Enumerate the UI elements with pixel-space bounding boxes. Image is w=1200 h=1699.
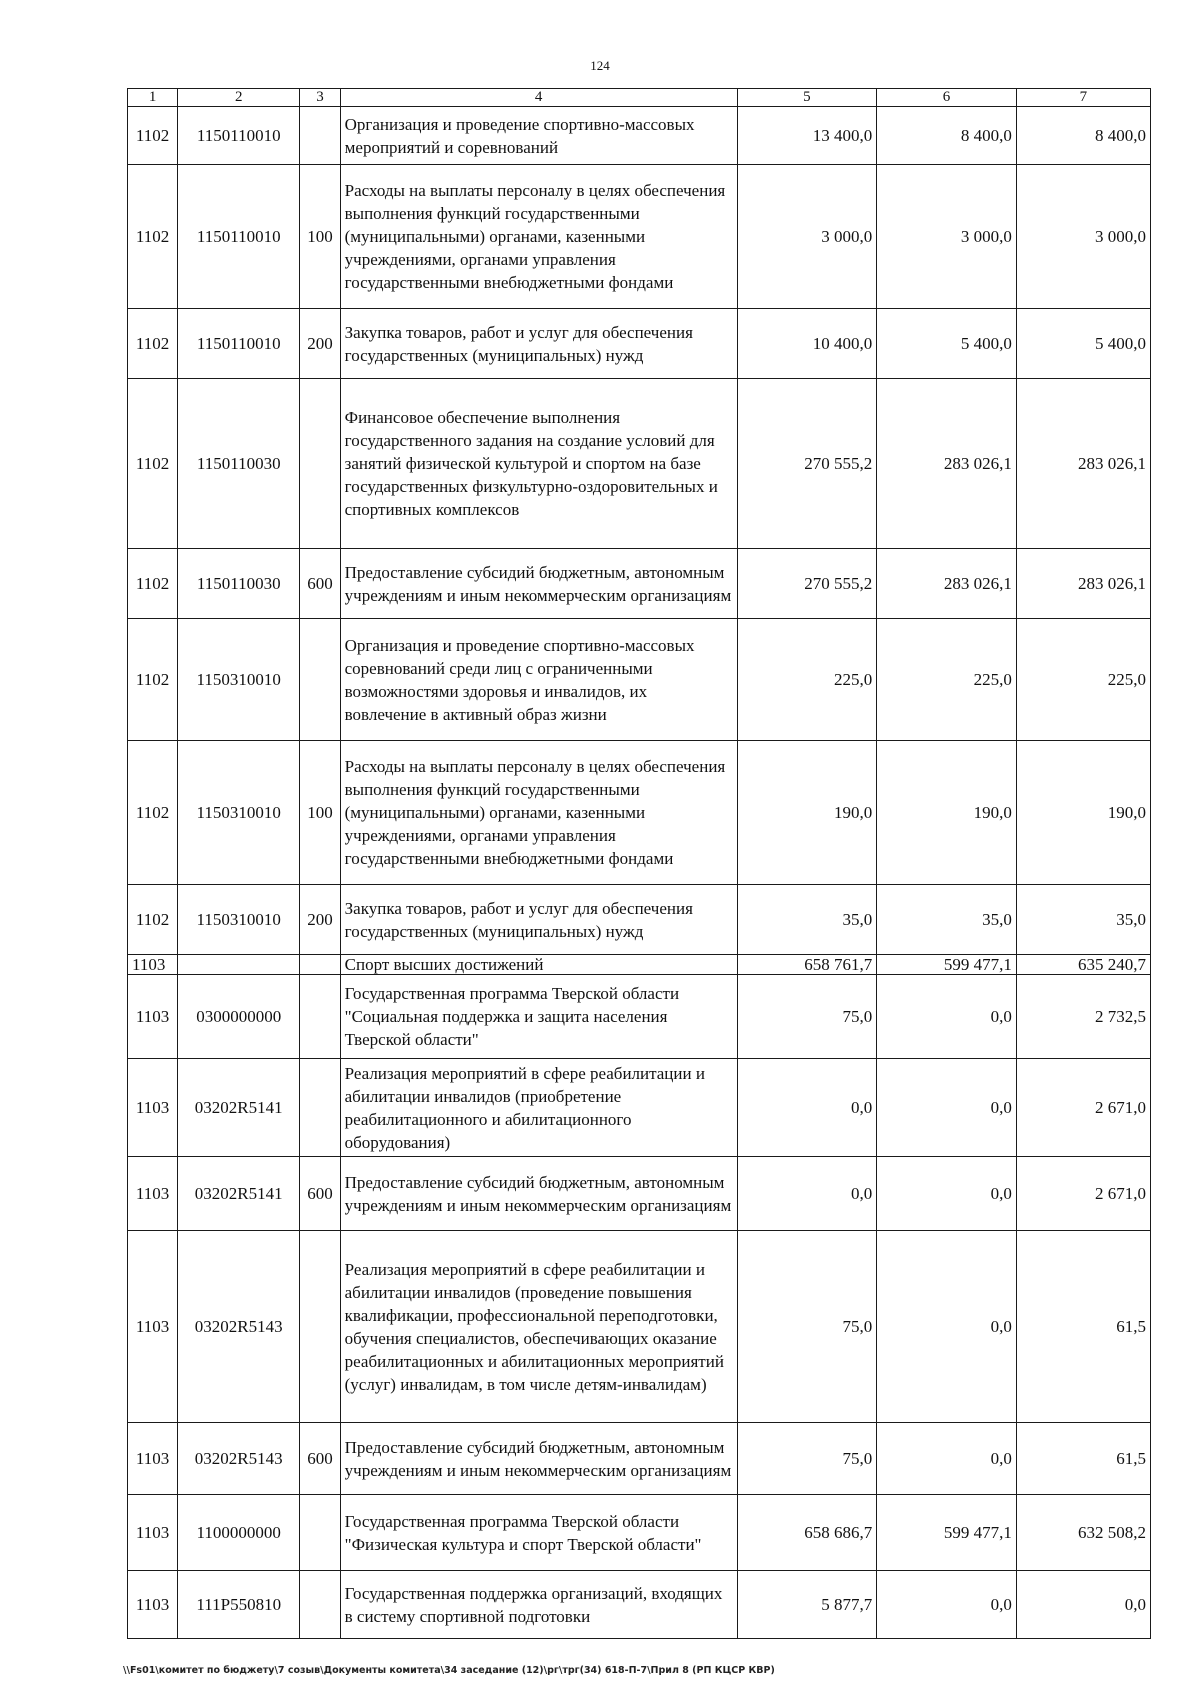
expense-type-cell bbox=[300, 619, 340, 741]
amount-col5-cell: 35,0 bbox=[737, 885, 877, 955]
item-name-cell: Предоставление субсидий бюджетным, автономным учреждениям и иным некоммерческим организациям bbox=[340, 1157, 737, 1231]
target-code-cell: 1150110030 bbox=[178, 379, 300, 549]
amount-col6-cell: 190,0 bbox=[877, 741, 1017, 885]
amount-col5-cell: 225,0 bbox=[737, 619, 877, 741]
table-row bbox=[128, 619, 1151, 741]
section-cell: 1103 bbox=[128, 1571, 178, 1639]
amount-col7-cell: 61,5 bbox=[1016, 1423, 1150, 1495]
amount-col5-cell: 10 400,0 bbox=[737, 309, 877, 379]
section-cell: 1102 bbox=[128, 107, 178, 165]
section-cell: 1102 bbox=[128, 885, 178, 955]
item-name-cell: Реализация мероприятий в сфере реабилитации и абилитации инвалидов (приобретение реабилитационного и абилитационного оборудования) bbox=[340, 1059, 737, 1157]
amount-col6-cell: 5 400,0 bbox=[877, 309, 1017, 379]
amount-col7-cell: 283 026,1 bbox=[1016, 549, 1150, 619]
column-header: 3 bbox=[300, 89, 340, 107]
target-code-cell: 1150110010 bbox=[178, 165, 300, 309]
section-cell: 1102 bbox=[128, 309, 178, 379]
target-code-cell: 1150110010 bbox=[178, 107, 300, 165]
expense-type-cell bbox=[300, 107, 340, 165]
expense-type-cell: 200 bbox=[300, 885, 340, 955]
table-row bbox=[128, 549, 1151, 619]
amount-col7-cell: 5 400,0 bbox=[1016, 309, 1150, 379]
amount-col5-cell: 658 686,7 bbox=[737, 1495, 877, 1571]
expense-type-cell: 600 bbox=[300, 1423, 340, 1495]
amount-col6-cell: 225,0 bbox=[877, 619, 1017, 741]
section-cell: 1102 bbox=[128, 165, 178, 309]
amount-col6-cell: 35,0 bbox=[877, 885, 1017, 955]
column-header: 6 bbox=[877, 89, 1017, 107]
expense-type-cell: 200 bbox=[300, 309, 340, 379]
target-code-cell: 1150310010 bbox=[178, 741, 300, 885]
item-name-cell: Расходы на выплаты персоналу в целях обеспечения выполнения функций государственными (муниципальными) органами, казенными учреждениями, органами управления государственными внебюджетными фондами bbox=[340, 165, 737, 309]
amount-col5-cell: 270 555,2 bbox=[737, 549, 877, 619]
target-code-cell: 03202R5141 bbox=[178, 1157, 300, 1231]
item-name-cell: Предоставление субсидий бюджетным, автономным учреждениям и иным некоммерческим организациям bbox=[340, 549, 737, 619]
amount-col7-cell: 283 026,1 bbox=[1016, 379, 1150, 549]
column-header: 2 bbox=[178, 89, 300, 107]
amount-col7-cell: 2 671,0 bbox=[1016, 1059, 1150, 1157]
target-code-cell: 111P550810 bbox=[178, 1571, 300, 1639]
expense-type-cell bbox=[300, 379, 340, 549]
amount-col6-cell: 0,0 bbox=[877, 1571, 1017, 1639]
item-name-cell: Закупка товаров, работ и услуг для обеспечения государственных (муниципальных) нужд bbox=[340, 885, 737, 955]
item-name-cell: Организация и проведение спортивно-массовых мероприятий и соревнований bbox=[340, 107, 737, 165]
amount-col7-cell: 8 400,0 bbox=[1016, 107, 1150, 165]
expense-type-cell bbox=[300, 1231, 340, 1423]
amount-col6-cell: 3 000,0 bbox=[877, 165, 1017, 309]
section-cell: 1103 bbox=[128, 1157, 178, 1231]
table-row bbox=[128, 107, 1151, 165]
item-name-cell: Государственная программа Тверской области "Физическая культура и спорт Тверской области" bbox=[340, 1495, 737, 1571]
target-code-cell: 1150110030 bbox=[178, 549, 300, 619]
expense-type-cell bbox=[300, 1495, 340, 1571]
amount-col5-cell: 0,0 bbox=[737, 1157, 877, 1231]
amount-col5-cell: 270 555,2 bbox=[737, 379, 877, 549]
item-name-cell: Спорт высших достижений bbox=[340, 955, 737, 975]
target-code-cell: 0300000000 bbox=[178, 975, 300, 1059]
section-cell: 1103 bbox=[128, 1059, 178, 1157]
expense-type-cell: 100 bbox=[300, 165, 340, 309]
table-row bbox=[128, 379, 1151, 549]
amount-col6-cell: 599 477,1 bbox=[877, 955, 1017, 975]
section-cell: 1102 bbox=[128, 619, 178, 741]
table-row bbox=[128, 1059, 1151, 1157]
amount-col5-cell: 75,0 bbox=[737, 1231, 877, 1423]
column-header: 1 bbox=[128, 89, 178, 107]
amount-col6-cell: 0,0 bbox=[877, 1059, 1017, 1157]
item-name-cell: Государственная программа Тверской области "Социальная поддержка и защита населения Тверской области" bbox=[340, 975, 737, 1059]
amount-col6-cell: 599 477,1 bbox=[877, 1495, 1017, 1571]
section-cell: 1102 bbox=[128, 379, 178, 549]
table-row bbox=[128, 1495, 1151, 1571]
amount-col7-cell: 2 671,0 bbox=[1016, 1157, 1150, 1231]
expense-type-cell: 600 bbox=[300, 1157, 340, 1231]
amount-col7-cell: 225,0 bbox=[1016, 619, 1150, 741]
item-name-cell: Закупка товаров, работ и услуг для обеспечения государственных (муниципальных) нужд bbox=[340, 309, 737, 379]
table-row bbox=[128, 885, 1151, 955]
target-code-cell: 03202R5141 bbox=[178, 1059, 300, 1157]
table-row bbox=[128, 1571, 1151, 1639]
item-name-cell: Расходы на выплаты персоналу в целях обеспечения выполнения функций государственными (муниципальными) органами, казенными учреждениями, органами управления государственными внебюджетными фондами bbox=[340, 741, 737, 885]
file-path-footer: \\Fs01\комитет по бюджету\7 созыв\Документы комитета\34 заседание (12)\рг\трг(34) 618-П-7\Прил 8 (РП КЦСР КВР) bbox=[123, 1665, 775, 1676]
target-code-cell: 1150310010 bbox=[178, 885, 300, 955]
amount-col7-cell: 635 240,7 bbox=[1016, 955, 1150, 975]
amount-col6-cell: 0,0 bbox=[877, 1423, 1017, 1495]
target-code-cell: 03202R5143 bbox=[178, 1231, 300, 1423]
amount-col7-cell: 61,5 bbox=[1016, 1231, 1150, 1423]
amount-col6-cell: 0,0 bbox=[877, 1231, 1017, 1423]
amount-col5-cell: 658 761,7 bbox=[737, 955, 877, 975]
amount-col7-cell: 190,0 bbox=[1016, 741, 1150, 885]
column-header: 4 bbox=[340, 89, 737, 107]
section-cell: 1102 bbox=[128, 741, 178, 885]
item-name-cell: Финансовое обеспечение выполнения государственного задания на создание условий для занятий физической культурой и спортом на базе государственных физкультурно-оздоровительных и спортивных комплексов bbox=[340, 379, 737, 549]
amount-col6-cell: 8 400,0 bbox=[877, 107, 1017, 165]
item-name-cell: Предоставление субсидий бюджетным, автономным учреждениям и иным некоммерческим организациям bbox=[340, 1423, 737, 1495]
section-cell: 1103 bbox=[128, 1231, 178, 1423]
amount-col7-cell: 35,0 bbox=[1016, 885, 1150, 955]
budget-table bbox=[127, 88, 1151, 1639]
section-cell: 1103 bbox=[128, 1423, 178, 1495]
amount-col5-cell: 3 000,0 bbox=[737, 165, 877, 309]
column-header: 7 bbox=[1016, 89, 1150, 107]
section-cell: 1102 bbox=[128, 549, 178, 619]
amount-col7-cell: 632 508,2 bbox=[1016, 1495, 1150, 1571]
expense-type-cell bbox=[300, 1571, 340, 1639]
expense-type-cell bbox=[300, 1059, 340, 1157]
expense-type-cell: 600 bbox=[300, 549, 340, 619]
table-row bbox=[128, 975, 1151, 1059]
item-name-cell: Организация и проведение спортивно-массовых соревнований среди лиц с ограниченными возможностями здоровья и инвалидов, их вовлечение в активный образ жизни bbox=[340, 619, 737, 741]
header-row bbox=[128, 89, 1151, 107]
amount-col7-cell: 3 000,0 bbox=[1016, 165, 1150, 309]
section-cell: 1103 bbox=[128, 1495, 178, 1571]
section-cell: 1103 bbox=[128, 955, 178, 975]
target-code-cell: 1150110010 bbox=[178, 309, 300, 379]
amount-col7-cell: 2 732,5 bbox=[1016, 975, 1150, 1059]
item-name-cell: Реализация мероприятий в сфере реабилитации и абилитации инвалидов (проведение повышения квалификации, профессиональной переподготовки, обучения специалистов, обеспечивающих оказание реабилитационных и абилитационных мероприятий (услуг) инвалидам, в том числе детям-инвалидам) bbox=[340, 1231, 737, 1423]
expense-type-cell: 100 bbox=[300, 741, 340, 885]
target-code-cell: 03202R5143 bbox=[178, 1423, 300, 1495]
target-code-cell: 1150310010 bbox=[178, 619, 300, 741]
amount-col5-cell: 13 400,0 bbox=[737, 107, 877, 165]
section-cell: 1103 bbox=[128, 975, 178, 1059]
table-row bbox=[128, 1157, 1151, 1231]
amount-col5-cell: 75,0 bbox=[737, 1423, 877, 1495]
table-row bbox=[128, 165, 1151, 309]
target-code-cell bbox=[178, 955, 300, 975]
expense-type-cell bbox=[300, 975, 340, 1059]
amount-col5-cell: 75,0 bbox=[737, 975, 877, 1059]
amount-col5-cell: 5 877,7 bbox=[737, 1571, 877, 1639]
column-header: 5 bbox=[737, 89, 877, 107]
amount-col7-cell: 0,0 bbox=[1016, 1571, 1150, 1639]
amount-col6-cell: 0,0 bbox=[877, 975, 1017, 1059]
amount-col6-cell: 283 026,1 bbox=[877, 549, 1017, 619]
amount-col5-cell: 0,0 bbox=[737, 1059, 877, 1157]
amount-col6-cell: 283 026,1 bbox=[877, 379, 1017, 549]
expense-type-cell bbox=[300, 955, 340, 975]
table-row bbox=[128, 1423, 1151, 1495]
table-row bbox=[128, 1231, 1151, 1423]
table-row bbox=[128, 309, 1151, 379]
table-row bbox=[128, 955, 1151, 975]
amount-col5-cell: 190,0 bbox=[737, 741, 877, 885]
target-code-cell: 1100000000 bbox=[178, 1495, 300, 1571]
amount-col6-cell: 0,0 bbox=[877, 1157, 1017, 1231]
page-number: 124 bbox=[590, 58, 610, 73]
item-name-cell: Государственная поддержка организаций, входящих в систему спортивной подготовки bbox=[340, 1571, 737, 1639]
table-row bbox=[128, 741, 1151, 885]
